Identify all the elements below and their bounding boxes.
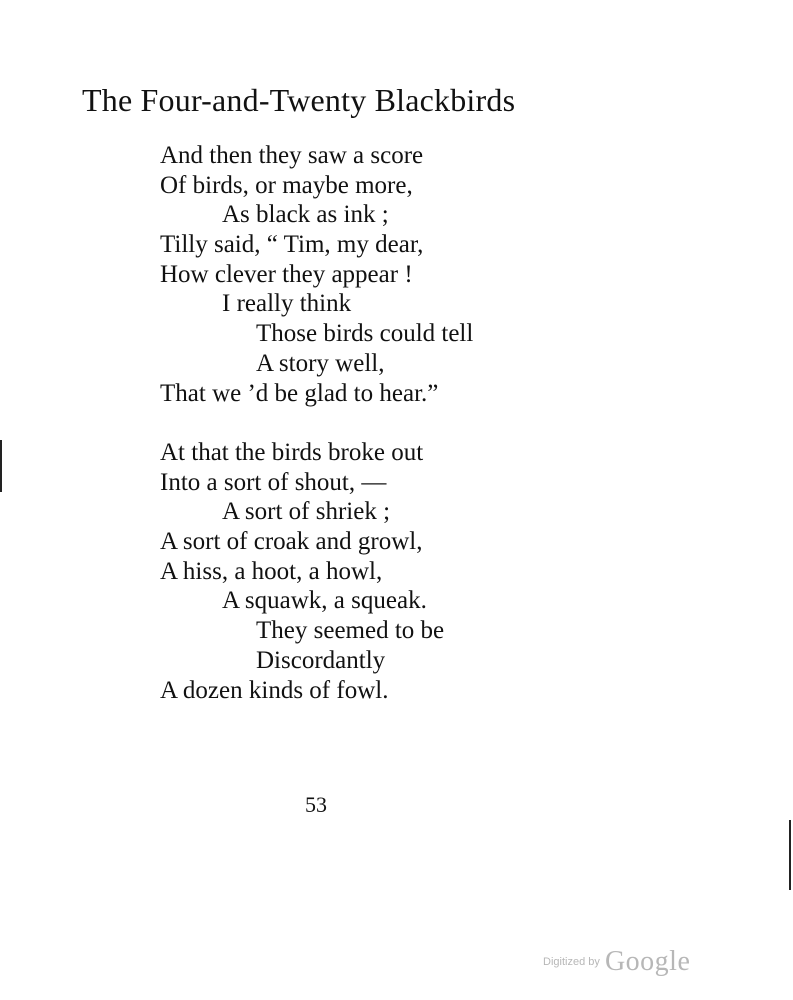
poem-line: They seemed to be: [256, 617, 445, 645]
poem-line: A sort of shriek ;: [222, 498, 391, 526]
poem-line: A dozen kinds of fowl.: [160, 676, 389, 704]
watermark-prefix: Digitized by: [543, 956, 600, 968]
poem-line: A sort of croak and growl,: [160, 528, 423, 556]
poem-line: Tilly said, “ Tim, my dear,: [160, 231, 424, 259]
poem-line: I really think: [222, 290, 352, 318]
poem-line: How clever they appear !: [160, 260, 413, 288]
poem-line: As black as ink ;: [222, 201, 389, 229]
poem-line: Those birds could tell: [256, 320, 474, 348]
poem-line: Of birds, or maybe more,: [160, 171, 413, 199]
digitized-watermark: [543, 946, 690, 978]
poem-line: And then they saw a score: [160, 142, 424, 169]
poem-line: A story well,: [256, 349, 385, 377]
google-logo: Google: [604, 946, 691, 977]
poem-line: That we ’d be glad to hear.”: [160, 379, 439, 407]
poem-title: The Four-and-Twenty Blackbirds: [82, 82, 516, 118]
poem-line: At that the birds broke out: [160, 439, 424, 466]
scan-edge-mark: [789, 820, 791, 890]
poem-line: Into a sort of shout, —: [160, 468, 387, 496]
poem-line: A squawk, a squeak.: [222, 587, 427, 615]
poem-line: A hiss, a hoot, a howl,: [160, 557, 383, 585]
poem-line: Discordantly: [256, 646, 386, 674]
scan-edge-mark: [0, 440, 2, 492]
stanza-2: [160, 438, 444, 705]
stanza-1: [160, 141, 473, 408]
page-number: 53: [305, 792, 327, 817]
